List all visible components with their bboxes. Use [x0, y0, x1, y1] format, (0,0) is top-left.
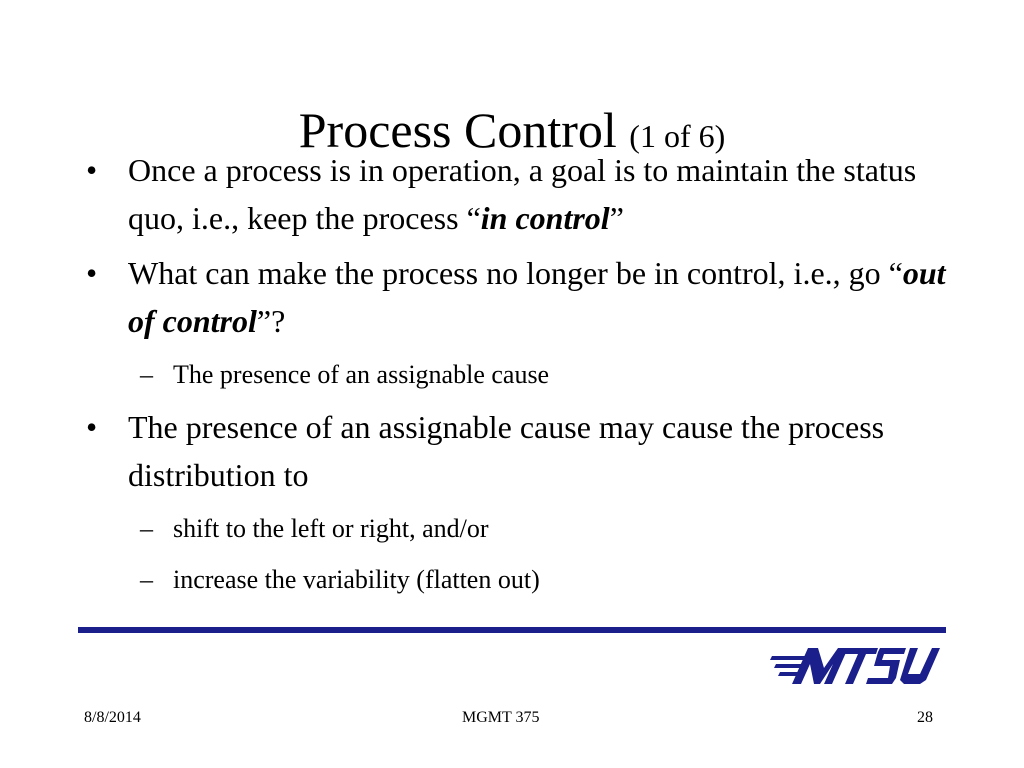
sub-bullet-text: increase the variability (flatten out): [173, 565, 540, 594]
sub-bullet-item: [84, 352, 964, 398]
bullet-text: The presence of an assignable cause may cause the process distribution to: [128, 409, 885, 493]
footer-course: MGMT 375: [462, 709, 540, 726]
sub-bullet-item: [84, 557, 964, 603]
bullet-mark: •: [86, 409, 98, 445]
sub-bullet-text: The presence of an assignable cause: [173, 360, 550, 389]
mtsu-logo: [770, 644, 946, 688]
bullet-list: [84, 146, 964, 608]
bullet-text-post: ”: [609, 200, 624, 236]
footer-date: 8/8/2014: [84, 709, 141, 726]
bullet-item: [84, 403, 964, 499]
bullet-item: [84, 146, 964, 242]
bullet-text-pre: What can make the process no longer be in control, i.e., go “: [128, 255, 903, 291]
sub-bullet-text: shift to the left or right, and/or: [173, 514, 489, 543]
footer-page-number: 28: [917, 709, 933, 726]
bullet-mark: •: [86, 255, 98, 291]
bullet-text-post: ”?: [256, 303, 286, 339]
title-main: Process Control: [298, 102, 617, 158]
sub-bullet-mark: –: [140, 565, 153, 594]
divider-rule: [78, 627, 946, 633]
sub-bullet-mark: –: [140, 514, 153, 543]
title-sub: (1 of 6): [629, 118, 726, 154]
sub-bullet-item: [84, 506, 964, 552]
sub-bullet-mark: –: [140, 360, 153, 389]
bullet-text-pre: Once a process is in operation, a goal is to maintain the status quo, i.e., keep the process “: [128, 152, 917, 236]
bullet-emphasis: in control: [480, 200, 610, 236]
bullet-emphasis: out of control: [128, 255, 946, 339]
bullet-mark: •: [86, 152, 98, 188]
bullet-item: [84, 249, 964, 345]
